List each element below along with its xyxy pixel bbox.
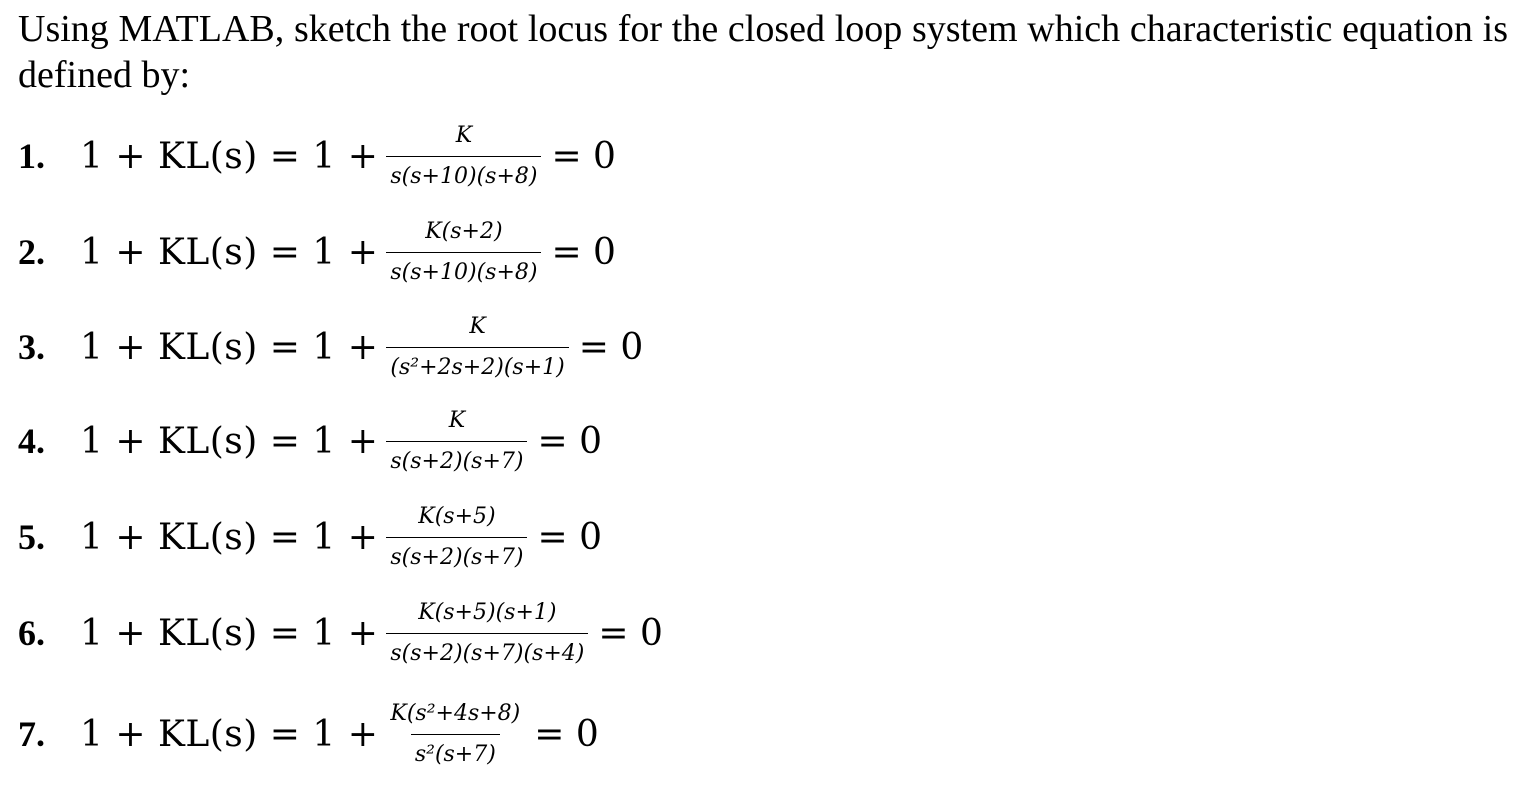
transfer-fraction [386, 503, 527, 572]
fraction-denominator: s²(s+7) [411, 734, 500, 769]
equation-lhs: 1 + KL(s) = 1 + [80, 612, 379, 654]
equation-rhs: = 0 [551, 135, 616, 177]
equation-rhs: = 0 [551, 231, 616, 273]
equation-3 [18, 307, 643, 387]
fraction-denominator: s(s+2)(s+7)(s+4) [386, 633, 588, 668]
equation-rhs: = 0 [537, 420, 602, 462]
fraction-numerator: K(s+5)(s+1) [418, 599, 557, 625]
fraction-numerator: K(s+5) [418, 503, 496, 529]
equation-7 [18, 694, 599, 774]
equation-rhs: = 0 [537, 516, 602, 558]
fraction-numerator: K [448, 407, 466, 433]
equation-lhs: 1 + KL(s) = 1 + [80, 713, 379, 755]
equation-rhs: = 0 [598, 612, 663, 654]
equation-rhs: = 0 [578, 326, 644, 368]
fraction-denominator: s(s+10)(s+8) [386, 252, 541, 287]
equation-5 [18, 497, 602, 577]
fraction-denominator: s(s+10)(s+8) [386, 156, 541, 191]
transfer-fraction [386, 407, 527, 476]
equation-lhs: 1 + KL(s) = 1 + [80, 420, 379, 462]
equation-6 [18, 593, 663, 673]
equation-4 [18, 401, 602, 481]
equation-lhs: 1 + KL(s) = 1 + [80, 135, 379, 177]
transfer-fraction [386, 122, 541, 191]
fraction-numerator: K [455, 122, 473, 148]
fraction-numerator: K(s+2) [425, 218, 503, 244]
problem-statement: Using MATLAB, sketch the root locus for the closed loop system which characteristic equation is defined by: [18, 8, 1508, 96]
equation-number: 7. [18, 714, 45, 754]
equation-number: 3. [18, 327, 45, 367]
transfer-fraction [386, 700, 524, 769]
equation-number: 1. [18, 136, 45, 176]
equation-lhs: 1 + KL(s) = 1 + [80, 231, 379, 273]
transfer-fraction [386, 218, 541, 287]
equation-lhs: 1 + KL(s) = 1 + [80, 326, 379, 368]
equation-number: 6. [18, 613, 45, 653]
equation-lhs: 1 + KL(s) = 1 + [80, 516, 379, 558]
fraction-denominator: (s²+2s+2)(s+1) [386, 347, 568, 382]
fraction-numerator: K [469, 313, 486, 339]
equation-rhs: = 0 [534, 713, 599, 755]
equation-number: 4. [18, 421, 45, 461]
fraction-denominator: s(s+2)(s+7) [386, 441, 527, 476]
equation-1 [18, 116, 616, 196]
equation-number: 5. [18, 517, 45, 557]
transfer-fraction [386, 313, 568, 382]
equation-number: 2. [18, 232, 45, 272]
fraction-denominator: s(s+2)(s+7) [386, 537, 527, 572]
transfer-fraction [386, 599, 588, 668]
equation-2 [18, 212, 616, 292]
fraction-numerator: K(s²+4s+8) [390, 700, 521, 726]
